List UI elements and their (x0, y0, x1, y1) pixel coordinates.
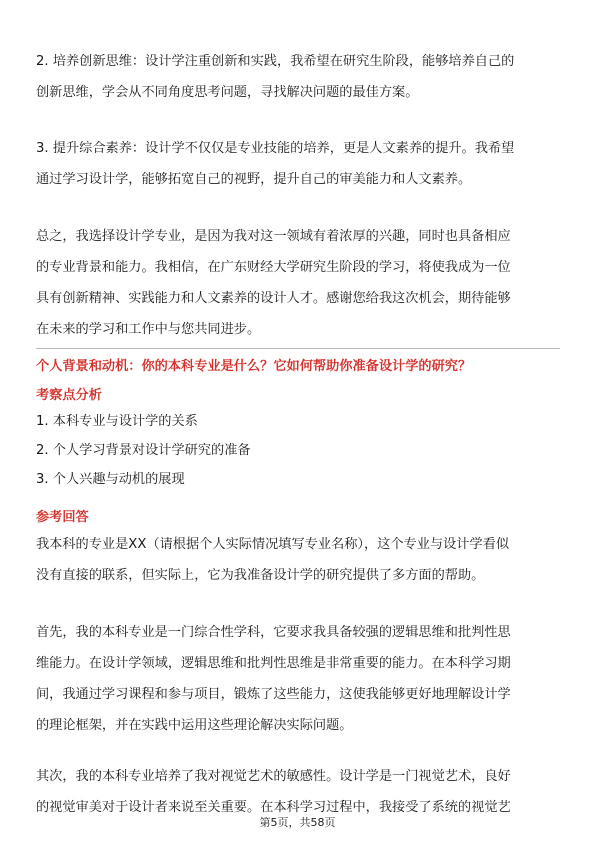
text-line: 的专业背景和能力。我相信，在广东财经大学研究生阶段的学习，将使我成为一位 (36, 260, 511, 275)
text-line: 总之，我选择设计学专业，是因为我对这一领域有着浓厚的兴趣，同时也具备相应 (36, 229, 511, 244)
paragraph-innovation (36, 46, 560, 108)
text-line: 具有创新精神、实践能力和人文素养的设计人才。感谢您给我这次机会，期待能够 (36, 291, 511, 306)
text-line: 我本科的专业是XX（请根据个人实际情况填写专业名称），这个专业与设计学看似 (36, 537, 510, 552)
text-line: 其次，我的本科专业培养了我对视觉艺术的敏感性。设计学是一门视觉艺术，良好 (36, 769, 511, 784)
text-line: 的理论框架，并在实践中运用这些理论解决实际问题。 (36, 718, 353, 733)
paragraph-summary (36, 221, 560, 345)
text-line: 在未来的学习和工作中与您共同进步。 (36, 322, 261, 337)
paragraph-answer-intro (36, 529, 560, 591)
text-line: 3. 提升综合素养：设计学不仅仅是专业技能的培养，更是人文素养的提升。我希望 (36, 141, 515, 156)
analysis-item: 1. 本科专业与设计学的关系 (36, 414, 198, 429)
text-line: 的视觉审美对于设计者来说至关重要。在本科学习过程中，我接受了系统的视觉艺 (36, 800, 511, 815)
text-line: 维能力。在设计学领域，逻辑思维和批判性思维是非常重要的能力。在本科学习期 (36, 656, 511, 671)
question-title: 个人背景和动机：你的本科专业是什么？它如何帮助你准备设计学的研究？ (36, 359, 472, 374)
text-line: 没有直接的联系，但实际上，它为我准备设计学的研究提供了多方面的帮助。 (36, 568, 485, 583)
paragraph-literacy (36, 133, 560, 195)
analysis-label: 考察点分析 (36, 388, 102, 403)
page-footer: 第5页，共58页 (259, 816, 336, 829)
analysis-item: 2. 个人学习背景对设计学研究的准备 (36, 443, 251, 458)
text-line: 间，我通过学习课程和参与项目，锻炼了这些能力，这使我能够更好地理解设计学 (36, 687, 511, 702)
text-line: 通过学习设计学，能够拓宽自己的视野，提升自己的审美能力和人文素养。 (36, 172, 472, 187)
text-line: 创新思维，学会从不同角度思考问题，寻找解决问题的最佳方案。 (36, 85, 419, 100)
paragraph-first (36, 617, 560, 741)
text-line: 首先，我的本科专业是一门综合性学科，它要求我具备较强的逻辑思维和批判性思 (36, 625, 511, 640)
text-line: 2. 培养创新思维：设计学注重创新和实践，我希望在研究生阶段，能够培养自己的 (36, 54, 515, 69)
answer-label: 参考回答 (36, 510, 89, 525)
section-divider (36, 348, 560, 349)
analysis-item: 3. 个人兴趣与动机的展现 (36, 472, 185, 487)
